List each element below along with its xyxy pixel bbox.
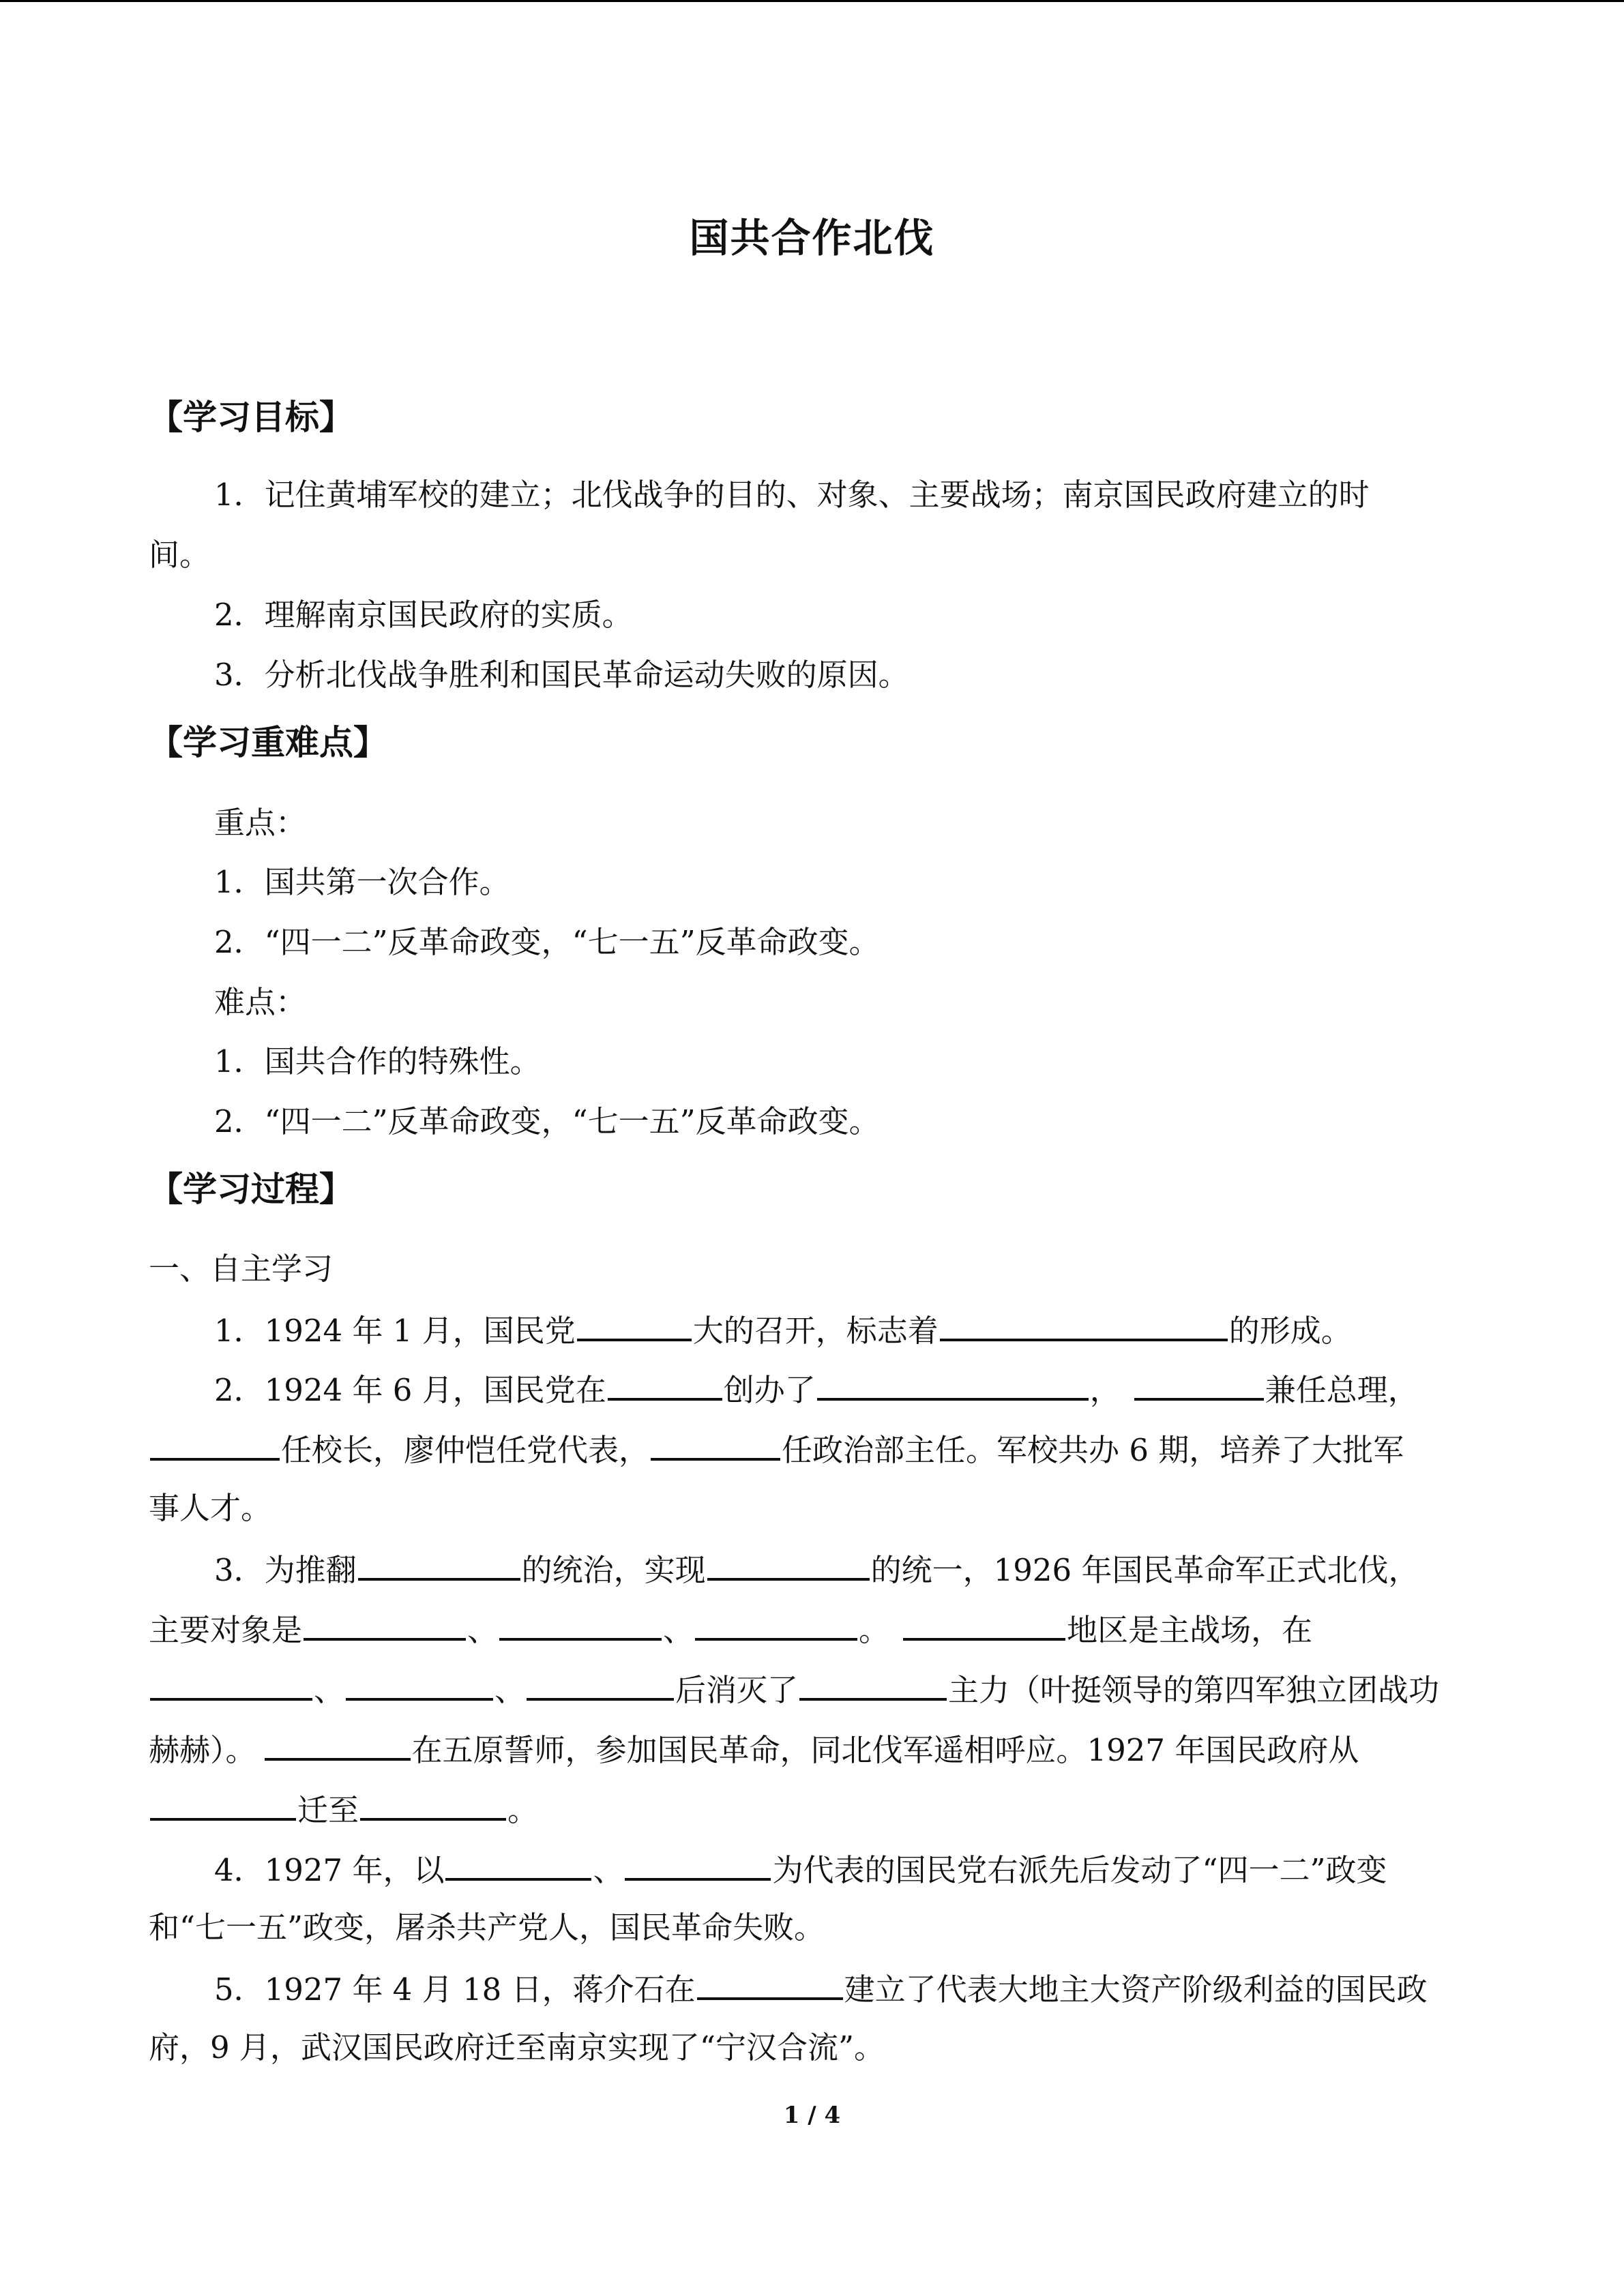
blank[interactable]	[360, 1788, 506, 1821]
blank[interactable]	[527, 1668, 674, 1701]
goal-2: 2．理解南京国民政府的实质。	[214, 597, 633, 633]
blank[interactable]	[695, 1608, 857, 1641]
section-heading-process: 【学习过程】	[149, 1169, 353, 1209]
section-heading-key: 【学习重难点】	[149, 723, 387, 762]
blank[interactable]	[651, 1428, 780, 1461]
blank[interactable]	[608, 1368, 722, 1401]
blank[interactable]	[445, 1848, 591, 1881]
key-label: 重点：	[214, 805, 307, 841]
key-point-2: 2．“四一二”反革命政变，“七一五”反革命政变。	[214, 924, 880, 960]
blank[interactable]	[499, 1608, 662, 1641]
blank[interactable]	[358, 1548, 520, 1581]
blank[interactable]	[707, 1548, 870, 1581]
question-3-cont-3: 赫赫）。 在五原誓师，参加国民革命，同北伐军遥相呼应。1927 年国民政府从	[149, 1728, 1359, 1771]
blank[interactable]	[577, 1309, 692, 1341]
question-3-cont-2: 、 、 后消灭了 主力（叶挺领导的第四军独立团战功	[149, 1668, 1439, 1711]
blank[interactable]	[799, 1668, 947, 1701]
question-3-cont-4: 迁至 。	[149, 1788, 538, 1831]
question-4: 4．1927 年，以 、 为代表的国民党右派先后发动了“四一二”政变	[214, 1848, 1387, 1891]
blank[interactable]	[265, 1728, 411, 1761]
section-heading-goals: 【学习目标】	[149, 398, 353, 437]
blank[interactable]	[903, 1608, 1065, 1641]
question-5: 5．1927 年 4 月 18 日，蒋介石在 建立了代表大地主大资产阶级利益的国民政	[214, 1967, 1428, 2010]
subheading-self-study: 一、自主学习	[149, 1251, 334, 1287]
question-2: 2．1924 年 6 月，国民党在 创办了 ， 兼任总理，	[214, 1368, 1419, 1411]
blank[interactable]	[697, 1967, 843, 2000]
difficult-point-1: 1．国共合作的特殊性。	[214, 1043, 541, 1079]
page-title: 国共合作北伐	[689, 215, 935, 261]
question-1: 1．1924 年 1 月，国民党 大的召开，标志着 的形成。	[214, 1309, 1352, 1352]
difficult-label: 难点：	[214, 984, 307, 1020]
goal-3: 3．分析北伐战争胜利和国民革命运动失败的原因。	[214, 657, 909, 693]
question-3-cont-1: 主要对象是 、 、 。 地区是主战场，在	[149, 1608, 1312, 1651]
blank[interactable]	[817, 1368, 1089, 1401]
blank[interactable]	[940, 1309, 1228, 1341]
key-point-1: 1．国共第一次合作。	[214, 864, 510, 900]
goal-1: 1．记住黄埔军校的建立；北伐战争的目的、对象、主要战场；南京国民政府建立的时	[214, 477, 1370, 513]
top-border	[0, 0, 1624, 2]
question-5-cont: 府，9 月，武汉国民政府迁至南京实现了“宁汉合流”。	[149, 2029, 885, 2066]
goal-1-cont: 间。	[149, 537, 211, 573]
blank[interactable]	[346, 1668, 493, 1701]
page-number: 1 / 4	[783, 2102, 841, 2129]
blank[interactable]	[304, 1608, 466, 1641]
difficult-point-2: 2．“四一二”反革命政变，“七一五”反革命政变。	[214, 1103, 880, 1139]
question-2-cont: 任校长，廖仲恺任党代表， 任政治部主任。军校共办 6 期，培养了大批军	[149, 1428, 1404, 1471]
question-4-cont: 和“七一五”政变，屠杀共产党人，国民革命失败。	[149, 1909, 825, 1945]
blank[interactable]	[150, 1668, 312, 1701]
blank[interactable]	[625, 1848, 771, 1881]
blank[interactable]	[150, 1788, 296, 1821]
question-3: 3．为推翻 的统治，实现 的统一，1926 年国民革命军正式北伐，	[214, 1548, 1419, 1591]
blank[interactable]	[1134, 1368, 1264, 1401]
blank[interactable]	[150, 1428, 280, 1461]
question-2-end: 事人才。	[149, 1490, 272, 1526]
